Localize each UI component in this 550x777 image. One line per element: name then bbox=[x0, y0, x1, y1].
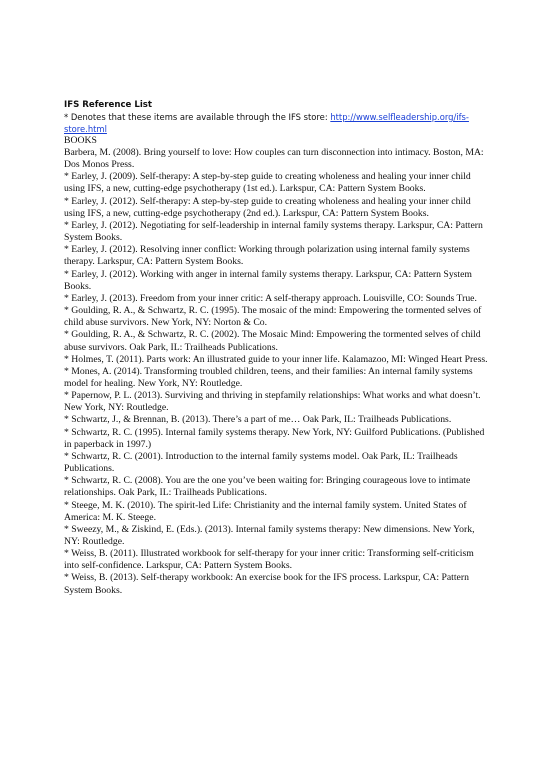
reference-item: * Weiss, B. (2011). Illustrated workbook for self-therapy for your inner critic: Transforming self-criticism into self-confidence. Larkspur, CA: Pattern System Books. bbox=[64, 548, 474, 572]
reference-item: * Mones, A. (2014). Transforming troubled children, teens, and their families: An internal family systems model for healing. New York, NY: Routledge. bbox=[64, 365, 473, 389]
reference-item: * Goulding, R. A., & Schwartz, R. C. (1995). The mosaic of the mind: Empowering the tormented selves of child abuse survivors. New York, NY: Norton & Co. bbox=[64, 305, 482, 329]
reference-item: Barbera, M. (2008). Bring yourself to love: How couples can turn disconnection into intimacy. Boston, MA: Dos Monos Press. bbox=[64, 147, 484, 171]
store-link[interactable]: http://www.selfleadership.org/ifs-store.html bbox=[64, 112, 469, 134]
reference-item: * Earley, J. (2012). Self-therapy: A step-by-step guide to creating wholeness and healing your inner child using IFS, a new, cutting-edge psychotherapy (2nd ed.). Larkspur, CA: Pattern System Books. bbox=[64, 195, 471, 219]
reference-item: * Earley, J. (2013). Freedom from your inner critic: A self-therapy approach. Louisville, CO: Sounds True. bbox=[64, 292, 477, 304]
store-note-text: * Denotes that these items are available through the IFS store: bbox=[64, 112, 331, 122]
document-heading: IFS Reference List bbox=[64, 100, 153, 110]
reference-item: * Earley, J. (2012). Resolving inner conflict: Working through polarization using internal family systems therapy. Larkspur, CA: Pattern System Books. bbox=[64, 244, 470, 268]
reference-item: * Goulding, R. A., & Schwartz, R. C. (2002). The Mosaic Mind: Empowering the tormented selves of child abuse survivors. Oak Park, IL: Trailheads Publications. bbox=[64, 329, 481, 353]
reference-item: * Earley, J. (2009). Self-therapy: A step-by-step guide to creating wholeness and healing your inner child using IFS, a new, cutting-edge psychotherapy (1st ed.). Larkspur, CA: Pattern System Books. bbox=[64, 171, 471, 195]
reference-item: * Schwartz, J., & Brennan, B. (2013). There’s a part of me… Oak Park, IL: Trailheads Publications. bbox=[64, 414, 452, 426]
store-note bbox=[64, 111, 490, 135]
reference-item: * Schwartz, R. C. (1995). Internal family systems therapy. New York, NY: Guilford Publications. (Published in paperback in 1997.) bbox=[64, 426, 485, 450]
reference-item: * Sweezy, M., & Ziskind, E. (Eds.). (2013). Internal family systems therapy: New dimensions. New York, NY: Routledge. bbox=[64, 523, 475, 547]
reference-item: * Earley, J. (2012). Negotiating for self-leadership in internal family systems therapy. Larkspur, CA: Pattern System Books. bbox=[64, 219, 483, 244]
reference-item: * Papernow, P. L. (2013). Surviving and thriving in stepfamily relationships: What works and what doesn’t. New York, NY: Routledge. bbox=[64, 390, 481, 414]
reference-item: * Schwartz, R. C. (2008). You are the one you’ve been waiting for: Bringing courageous love to intimate relationships. Oak Park, IL: Trailheads Publications. bbox=[64, 475, 471, 499]
reference-item: * Holmes, T. (2011). Parts work: An illustrated guide to your inner life. Kalamazoo, MI: Winged Heart Press. bbox=[64, 353, 488, 365]
section-title-books: BOOKS bbox=[64, 135, 97, 146]
document-content bbox=[64, 99, 490, 597]
reference-item: * Earley, J. (2012). Working with anger in internal family systems therapy. Larkspur, CA: Pattern System Books. bbox=[64, 268, 472, 292]
reference-item: * Schwartz, R. C. (2001). Introduction to the internal family systems model. Oak Park, IL: Trailheads Publications. bbox=[64, 450, 458, 475]
reference-item: * Weiss, B. (2013). Self-therapy workbook: An exercise book for the IFS process. Larkspur, CA: Pattern System Books. bbox=[64, 572, 469, 596]
reference-item: * Steege, M. K. (2010). The spirit-led Life: Christianity and the internal family system. United States of America: M. K. Steege. bbox=[64, 499, 467, 523]
